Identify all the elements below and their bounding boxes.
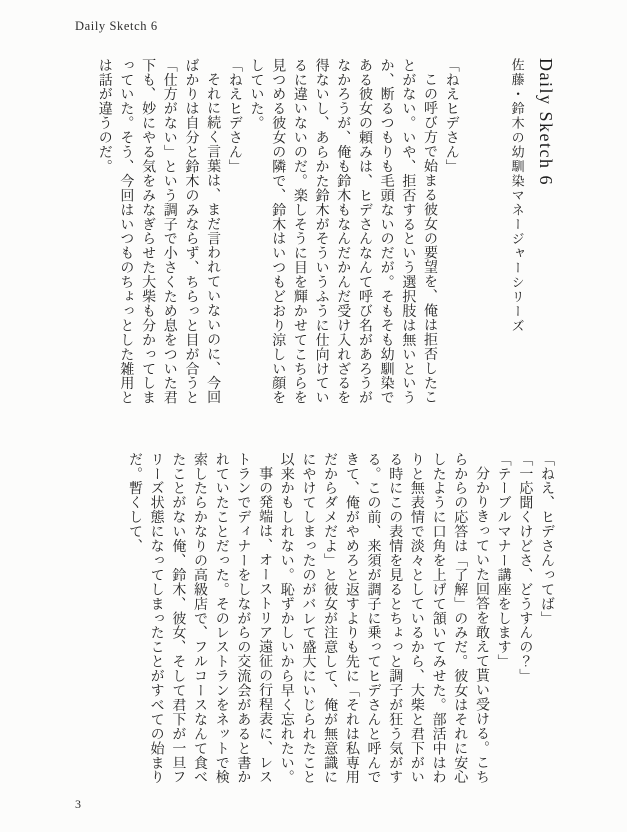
- page-number: 3: [75, 797, 81, 811]
- story-title: Daily Sketch 6: [536, 58, 556, 186]
- upper-text-block: [71, 58, 557, 414]
- paragraph-dialogue: 「ねえヒデさん」: [226, 58, 242, 174]
- paragraph-narration: この呼び方で始まる彼女の要望を、俺は拒否したことがない。いや、拒否するという選択肢は無いというか、断るつもりも毛頭ないのだが。そもそも幼馴染である彼女の頼みは、ヒデさんなんて呼び名があろうがなかろうが、俺も鈴木もなんだかんだ受け入れざるを得ないし、あらかた鈴木がそういうふうに仕向けているに違いないのだ。楽しそうに目を輝かせてこちらを見つめる彼女の隣で、鈴木はいつもどおり涼しい顔をしていた。: [248, 58, 438, 405]
- lower-text-block: [65, 452, 557, 798]
- body-lower: [123, 452, 557, 798]
- title-block: [508, 58, 557, 414]
- body-upper: [93, 58, 462, 414]
- paragraph-dialogue: 「一応聞くけどさ、どうすんの？」: [517, 452, 533, 684]
- running-header: Daily Sketch 6: [75, 19, 158, 33]
- paragraph-dialogue: 「テーブルマナー講座をします」: [495, 452, 511, 669]
- paragraph-dialogue: 「ねえ、ヒデさんってば」: [539, 452, 554, 626]
- paragraph-narration: 分かりきっていた回答を敢えて貰い受ける。こちらからの応答は「了解」のみだ。彼女はそれに安心したように口角を上げて頷いてみせた。部活中はわりと無表情で淡々としているから、大柴と君下がいる時にこの表情を見るとちょっと調子が狂う気がする。この前、来須が調子に乗ってヒデさんと呼んできて、俺がやめろと返すよりも先に「それは私専用だからダメだよ」と彼女が注意して、俺が無意識ににやけてしまったのがバレて盛大にいじられたこと以来かもしれない。恥ずかしいから早く忘れたい。: [278, 452, 489, 785]
- paragraph-dialogue: 「ねえヒデさん」: [443, 58, 459, 174]
- paragraph-narration: 事の発端は、オーストリア遠征の行程表に、レストランでディナーをしながらの交流会があると書かれていたことだった。そのレストランをネットで検索したらかなりの高級店で、フルコースなんて食べたことがない俺、鈴木、彼女、そして君下が一旦フリーズ状態になってしまったことがすべての始まりだ。暫くして、: [126, 452, 273, 785]
- paragraph-narration: それに続く言葉は、まだ言われていないのに、今回ばかりは自分と鈴木のみならず、ちらっと目が合うと「仕方がない」という調子で小さくため息をついた君下も、妙にやる気をみなぎらせた大柴も分かってしまっていた。そう、今回はいつものちょっとした雑用とは話が違うのだ。: [96, 58, 221, 405]
- story-subtitle: 佐藤・鈴木の幼馴染マネージャーシリーズ: [509, 58, 525, 334]
